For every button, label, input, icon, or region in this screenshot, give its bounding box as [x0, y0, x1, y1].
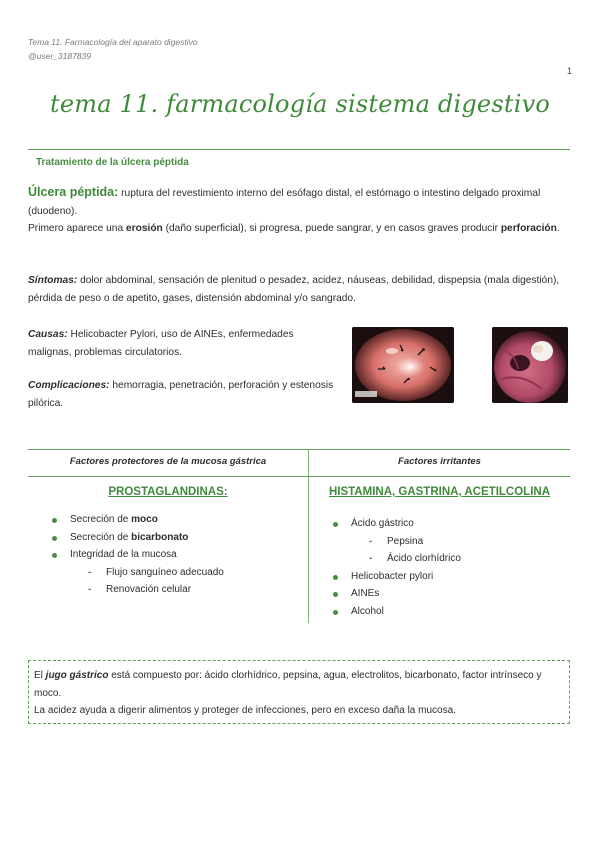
factors-table	[28, 449, 570, 625]
note-text: El	[34, 670, 46, 681]
endoscopy-stomach-illustration	[492, 327, 568, 403]
irritants-heading: HISTAMINA, GASTRINA, ACETILCOLINA	[328, 486, 551, 498]
causas-paragraph	[28, 326, 338, 361]
list-item-bold: moco	[131, 514, 158, 525]
note-text: está compuesto por: ácido clorhídrico, pepsina, agua, electrolitos, bicarbonato, factor intrínseco y moco.	[34, 670, 542, 699]
bullet-icon	[333, 575, 338, 580]
table-header-irritantes: Factores irritantes	[398, 456, 481, 467]
title-divider	[28, 149, 570, 150]
note-line-1	[34, 667, 564, 702]
sub-list-item-text: Flujo sanguíneo adecuado	[106, 566, 224, 578]
complicaciones-paragraph	[28, 377, 338, 412]
list-item-text: Secreción de	[70, 514, 132, 525]
list-item-text: Integridad de la mucosa	[70, 549, 177, 560]
list-item-text: AINEs	[351, 588, 380, 599]
complicaciones-text: hemorragia, penetración, perforación y estenosis pilórica.	[28, 380, 334, 409]
endoscopy-image-ulcer	[352, 327, 454, 403]
list-item-text: Helicobacter pylori	[351, 570, 434, 582]
dash-icon: -	[369, 553, 373, 564]
list-item-text: Secreción de	[70, 531, 132, 543]
definition-text: ruptura del revestimiento interno del esófago distal, el estómago o intestino delgado proximal (duodeno).	[28, 188, 541, 217]
bullet-icon	[333, 610, 338, 615]
jugo-gastrico-note-box	[28, 660, 570, 724]
bullet-icon	[52, 518, 57, 523]
document-header-user: @user_3187839	[28, 51, 91, 61]
list-item	[333, 568, 461, 586]
section-title: Tratamiento de la úlcera péptida	[36, 157, 189, 168]
sub-list-item	[52, 564, 224, 582]
list-item-text: Alcohol	[351, 605, 384, 617]
definition-paragraph	[28, 184, 568, 238]
endoscopy-ulcer-illustration	[352, 327, 454, 403]
list-item	[333, 515, 461, 533]
endoscopy-image-stomach	[492, 327, 568, 403]
dash-icon: -	[88, 584, 92, 595]
erosion-term: erosión	[125, 223, 163, 234]
list-item-bold: bicarbonato	[131, 531, 189, 543]
sub-list-item-text: Ácido clorhídrico	[387, 553, 461, 564]
sub-list-item	[52, 581, 224, 599]
bullet-icon	[52, 553, 57, 558]
list-item	[52, 511, 224, 529]
page-number: 1	[566, 66, 572, 76]
sub-list-item	[333, 533, 461, 551]
document-header-title: Tema 11. Farmacología del aparato digestivo	[28, 37, 198, 47]
table-column-divider	[308, 449, 309, 623]
page-title: tema 11. farmacología sistema digestivo	[50, 90, 550, 118]
causas-text: Helicobacter Pylori, uso de AINEs, enfermedades malignas, problemas circulatorios.	[28, 329, 294, 358]
list-item	[333, 585, 461, 603]
protectores-list	[52, 511, 224, 599]
table-header-protectores: Factores protectores de la mucosa gástrica	[69, 456, 267, 467]
list-item-text: Ácido gástrico	[351, 518, 414, 529]
sub-list-item-text: Pepsina	[387, 535, 424, 547]
perforacion-term: perforación	[500, 223, 557, 234]
bullet-icon	[333, 522, 338, 527]
sintomas-text: dolor abdominal, sensación de plenitud o pesadez, acidez, náuseas, debilidad, dispepsia (mala digestión), pérdida de peso o de apetito, gases, distensión abdominal y/o sangrado.	[28, 275, 560, 304]
definition-line2-b: (daño superficial), si progresa, puede sangrar, y en casos graves producir	[162, 223, 501, 234]
definition-line2-c: .	[556, 223, 560, 234]
sub-list-item-text: Renovación celular	[106, 584, 192, 595]
complicaciones-label: Complicaciones:	[28, 380, 110, 391]
irritantes-list	[333, 515, 461, 620]
sintomas-paragraph	[28, 272, 568, 307]
list-item	[52, 529, 224, 547]
list-item	[52, 546, 224, 564]
bullet-icon	[52, 536, 57, 541]
definition-term: Úlcera péptida:	[28, 185, 119, 199]
note-line-2: La acidez ayuda a digerir alimentos y proteger de infecciones, pero en exceso daña la mucosa.	[34, 705, 456, 716]
prostaglandinas-heading: PROSTAGLANDINAS:	[108, 486, 228, 498]
list-item	[333, 603, 461, 621]
definition-line2-a: Primero aparece una	[28, 223, 126, 234]
dash-icon: -	[369, 535, 373, 547]
dash-icon: -	[88, 566, 92, 578]
bullet-icon	[333, 592, 338, 597]
sub-list-item	[333, 550, 461, 568]
sintomas-label: Síntomas:	[28, 275, 78, 286]
causas-label: Causas:	[28, 329, 68, 340]
jugo-gastrico-term: jugo gástrico	[45, 670, 109, 681]
